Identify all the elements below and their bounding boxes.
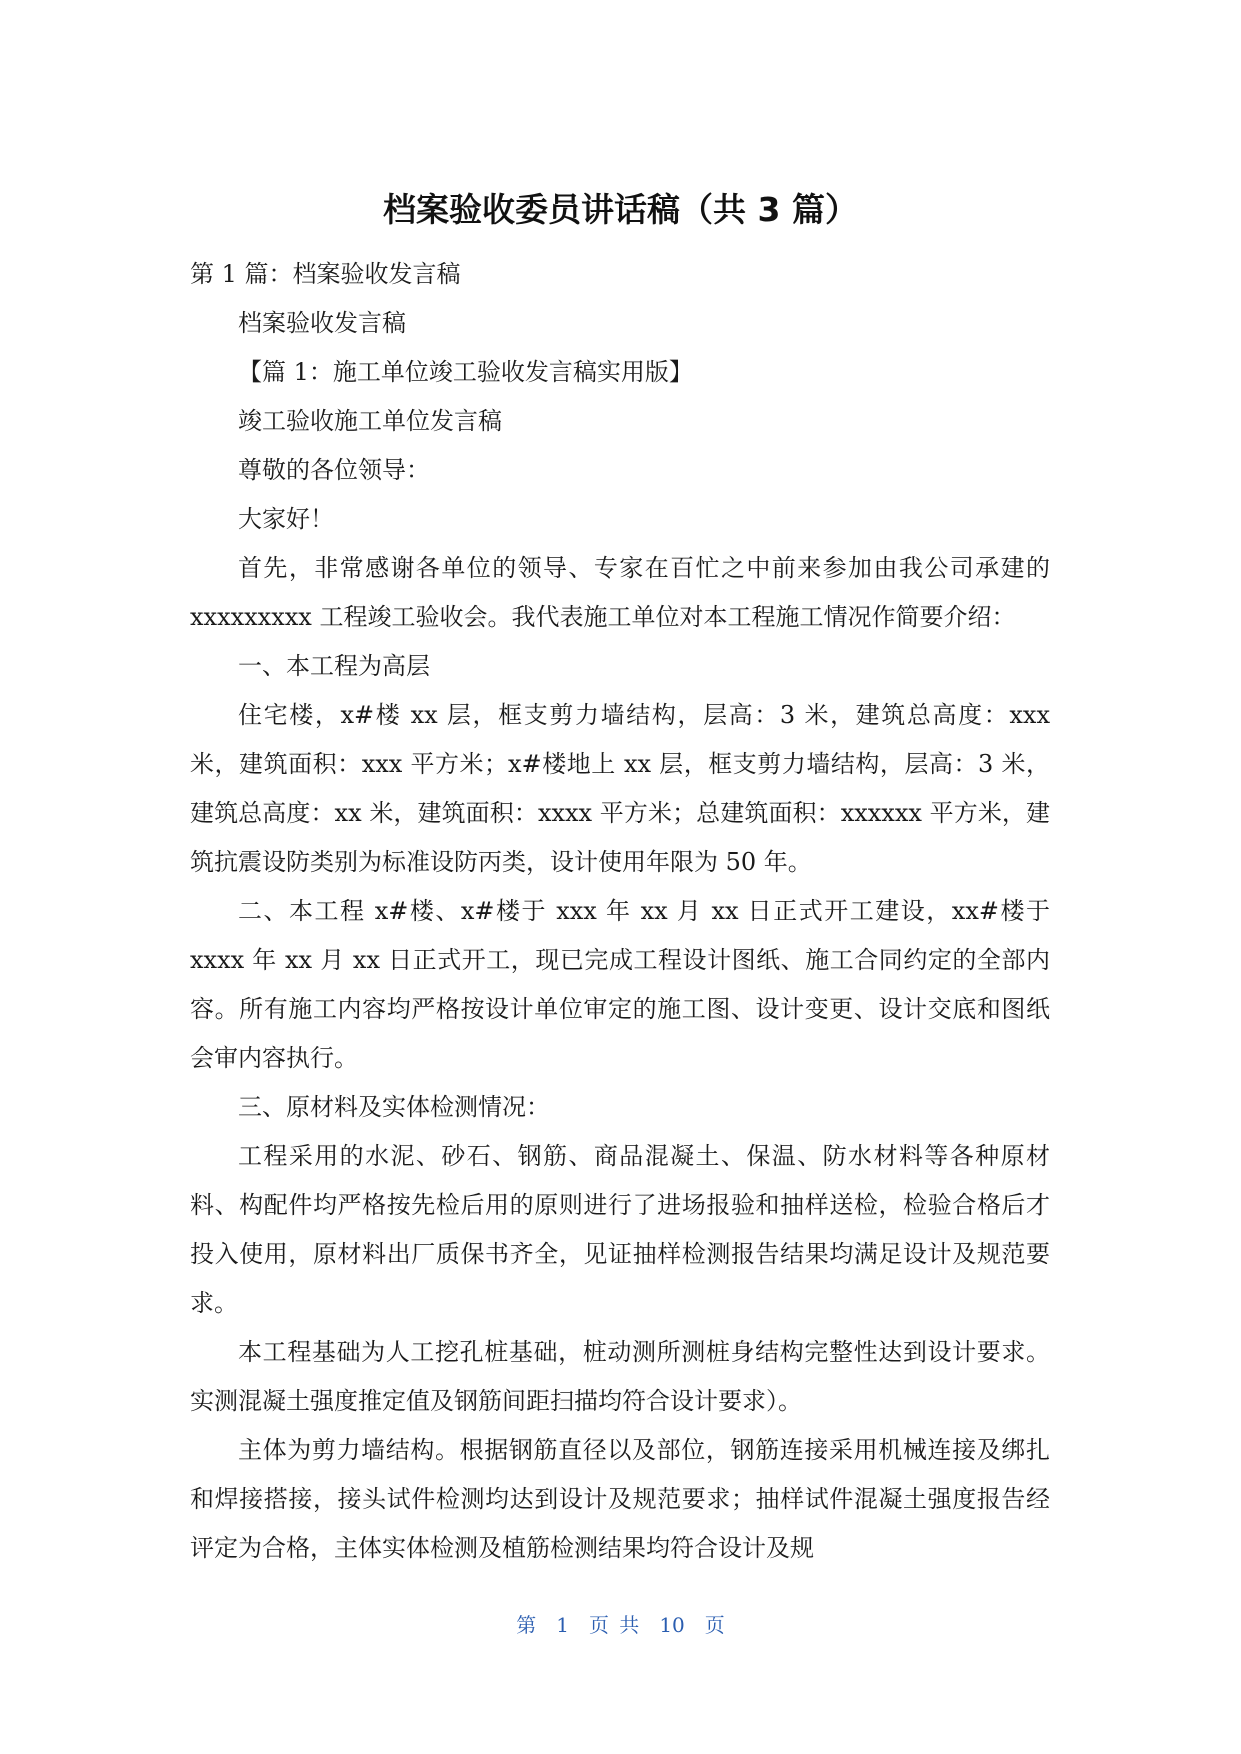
paragraph: 工程采用的水泥、砂石、钢筋、商品混凝土、保温、防水材料等各种原材料、构配件均严格按先检后用的原则进行了进场报验和抽样送检，检验合格后才投入使用，原材料出厂质保书齐全，见证抽样检测报告结果均满足设计及规范要求。	[190, 1142, 1050, 1317]
document-title: 档案验收委员讲话稿（共 3 篇）	[383, 190, 858, 229]
paragraph: 【篇 1：施工单位竣工验收发言稿实用版】	[238, 358, 693, 386]
paragraph: 二、本工程 x#楼、x#楼于 xxx 年 xx 月 xx 日正式开工建设，xx#楼于 xxxx 年 xx 月 xx 日正式开工，现已完成工程设计图纸、施工合同约定的全部内容。所有施工内容均严格按设计单位审定的施工图、设计变更、设计交底和图纸会审内容执行。	[190, 897, 1050, 1072]
paragraph: 本工程基础为人工挖孔桩基础，桩动测所测桩身结构完整性达到设计要求。实测混凝土强度推定值及钢筋间距扫描均符合设计要求）。	[190, 1338, 1050, 1415]
document-body	[190, 250, 1050, 1573]
paragraph: 尊敬的各位领导：	[238, 456, 430, 484]
paragraph: 住宅楼，x#楼 xx 层，框支剪力墙结构，层高：3 米，建筑总高度：xxx 米，建筑面积：xxx 平方米；x#楼地上 xx 层，框支剪力墙结构，层高：3 米，建筑总高度：xx 米，建筑面积：xxxx 平方米；总建筑面积：xxxxxx 平方米，建筑抗震设防类别为标准设防丙类，设计使用年限为 50 年。	[190, 701, 1050, 876]
footer-label-mid: 页 共	[588, 1613, 640, 1637]
paragraph: 大家好！	[238, 505, 334, 533]
total-page-count: 10	[659, 1613, 685, 1637]
paragraph: 主体为剪力墙结构。根据钢筋直径以及部位，钢筋连接采用机械连接及绑扎和焊接搭接，接头试件检测均达到设计及规范要求；抽样试件混凝土强度报告经评定为合格，主体实体检测及植筋检测结果均符合设计及规	[190, 1436, 1050, 1562]
paragraph: 一、本工程为高层	[238, 652, 430, 680]
footer-label-prefix: 第	[516, 1613, 537, 1637]
current-page-number: 1	[556, 1613, 569, 1637]
page-footer	[0, 1610, 1241, 1640]
paragraph: 首先，非常感谢各单位的领导、专家在百忙之中前来参加由我公司承建的 xxxxxxxxx 工程竣工验收会。我代表施工单位对本工程施工情况作简要介绍：	[190, 554, 1050, 631]
paragraph: 档案验收发言稿	[238, 309, 406, 337]
paragraph: 竣工验收施工单位发言稿	[238, 407, 502, 435]
section-heading: 第 1 篇：档案验收发言稿	[190, 260, 461, 288]
footer-label-suffix: 页	[704, 1613, 725, 1637]
paragraph: 三、原材料及实体检测情况：	[238, 1093, 550, 1121]
